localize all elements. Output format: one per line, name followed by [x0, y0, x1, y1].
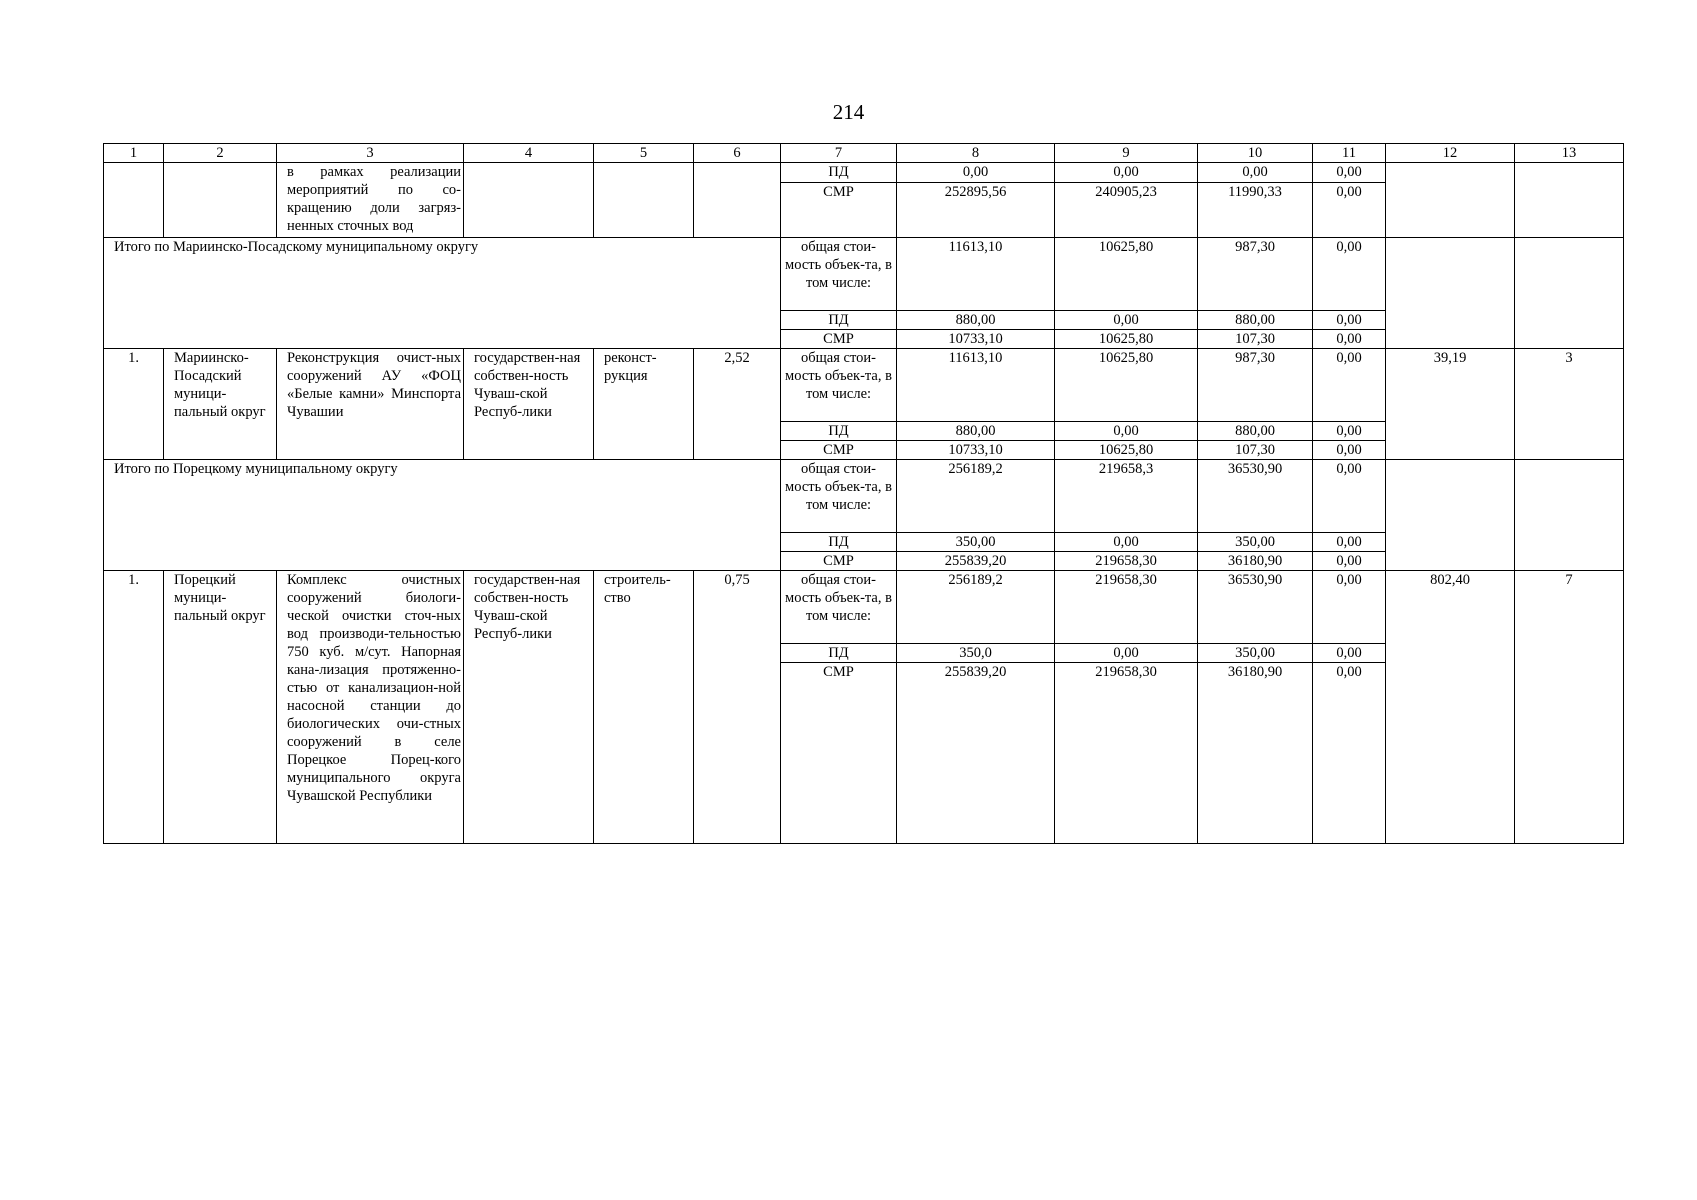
- cell-value: 11613,10: [897, 238, 1055, 311]
- cell-value: 0,00: [1313, 330, 1386, 349]
- cell-value: 36530,90: [1198, 571, 1313, 644]
- cell-cost-type: СМР: [781, 183, 897, 238]
- cell-value: 219658,3: [1055, 460, 1198, 533]
- cell-value: 0,00: [1313, 552, 1386, 571]
- col-header: 10: [1198, 144, 1313, 163]
- cell-value: 11613,10: [897, 349, 1055, 422]
- col-header: 13: [1515, 144, 1624, 163]
- cell-cost-type: ПД: [781, 422, 897, 441]
- cell-value: 219658,30: [1055, 663, 1198, 844]
- cell-cost-type: общая стои-мость объек-та, в том числе:: [781, 460, 897, 533]
- cell-value: 107,30: [1198, 330, 1313, 349]
- cell-col12: 802,40: [1386, 571, 1515, 844]
- page-number: 214: [832, 100, 865, 124]
- cell-value: 10625,80: [1055, 238, 1198, 311]
- col-header: 4: [464, 144, 594, 163]
- total-label: Итого по Мариинско-Посадскому муниципальному округу: [104, 238, 781, 349]
- cell-value: 0,00: [1313, 238, 1386, 311]
- col-header: 3: [277, 144, 464, 163]
- cell-cost-type: ПД: [781, 644, 897, 663]
- col-header: 7: [781, 144, 897, 163]
- cell-value: 987,30: [1198, 238, 1313, 311]
- cell-col13: [1515, 238, 1624, 349]
- cell-work-type: [594, 163, 694, 238]
- cell-col13: 3: [1515, 349, 1624, 460]
- cell-object-name: Комплекс очистных сооружений биологи-ческой очистки сточ-ных вод производи-тельностью 750 куб. м/сут. Напорная кана-лизация протяженно-стью от канализацион-ной насосной станции до биологических очи-стных сооружений в селе Порецкое Порец-кого муниципального округа Чувашской Республики: [277, 571, 464, 844]
- cell-col12: 39,19: [1386, 349, 1515, 460]
- cell-cost-type: СМР: [781, 441, 897, 460]
- cell-cost-type: СМР: [781, 330, 897, 349]
- cell-cost-type: СМР: [781, 663, 897, 844]
- cell-value: 350,00: [897, 533, 1055, 552]
- cell-ownership: [464, 163, 594, 238]
- cell-value: 880,00: [897, 311, 1055, 330]
- cell-value: 0,00: [1313, 441, 1386, 460]
- cell-cost-type: общая стои-мость объек-та, в том числе:: [781, 238, 897, 311]
- cell-work-type: строитель-ство: [594, 571, 694, 844]
- cell-value: 0,00: [1055, 422, 1198, 441]
- cell-num: [104, 163, 164, 238]
- cell-cost-type: ПД: [781, 311, 897, 330]
- cell-district: Порецкий муници-пальный округ: [164, 571, 277, 844]
- investment-table: [103, 143, 1624, 844]
- cell-value: 10625,80: [1055, 441, 1198, 460]
- cell-value: 240905,23: [1055, 183, 1198, 238]
- cell-ownership: государствен-ная собствен-ность Чуваш-ской Респуб-лики: [464, 571, 594, 844]
- total-row: [104, 238, 1624, 311]
- cell-value: 256189,2: [897, 460, 1055, 533]
- cell-value: 219658,30: [1055, 552, 1198, 571]
- cell-value: 11990,33: [1198, 183, 1313, 238]
- cell-col12: [1386, 163, 1515, 238]
- cell-col13: [1515, 163, 1624, 238]
- cell-value: 0,00: [1313, 571, 1386, 644]
- col-header: 1: [104, 144, 164, 163]
- cell-value: 880,00: [1198, 422, 1313, 441]
- cell-value: 36180,90: [1198, 663, 1313, 844]
- cell-ownership: государствен-ная собствен-ность Чуваш-ской Респуб-лики: [464, 349, 594, 460]
- cell-cost-type: общая стои-мость объек-та, в том числе:: [781, 571, 897, 644]
- cell-num: 1.: [104, 349, 164, 460]
- col-header: 9: [1055, 144, 1198, 163]
- total-label: Итого по Порецкому муниципальному округу: [104, 460, 781, 571]
- header-row: [104, 144, 1624, 163]
- cell-value: 10625,80: [1055, 349, 1198, 422]
- cell-value: 880,00: [897, 422, 1055, 441]
- cell-value: 0,00: [1198, 163, 1313, 183]
- cell-value: 107,30: [1198, 441, 1313, 460]
- cell-value: 0,00: [1313, 663, 1386, 844]
- table-row: [104, 163, 1624, 183]
- cell-value: 10625,80: [1055, 330, 1198, 349]
- cell-value: 0,00: [1055, 644, 1198, 663]
- cell-value: 0,00: [1313, 644, 1386, 663]
- table-row: [104, 571, 1624, 644]
- cell-value: 255839,20: [897, 663, 1055, 844]
- cell-col13: [1515, 460, 1624, 571]
- col-header: 8: [897, 144, 1055, 163]
- cell-col13: 7: [1515, 571, 1624, 844]
- col-header: 11: [1313, 144, 1386, 163]
- cell-object-name: Реконструкция очист-ных сооружений АУ «ФОЦ «Белые камни» Минспорта Чувашии: [277, 349, 464, 460]
- total-row: [104, 460, 1624, 533]
- col-header: 2: [164, 144, 277, 163]
- cell-capacity: [694, 163, 781, 238]
- cell-capacity: 2,52: [694, 349, 781, 460]
- cell-value: 10733,10: [897, 441, 1055, 460]
- cell-value: 880,00: [1198, 311, 1313, 330]
- cell-value: 0,00: [1055, 533, 1198, 552]
- cell-cost-type: ПД: [781, 163, 897, 183]
- cell-value: 0,00: [1313, 183, 1386, 238]
- cell-col12: [1386, 460, 1515, 571]
- cell-value: 36180,90: [1198, 552, 1313, 571]
- cell-value: 0,00: [1055, 311, 1198, 330]
- cell-cost-type: ПД: [781, 533, 897, 552]
- cell-value: 350,00: [1198, 533, 1313, 552]
- cell-value: 0,00: [1313, 533, 1386, 552]
- cell-value: 350,00: [1198, 644, 1313, 663]
- cell-value: 350,0: [897, 644, 1055, 663]
- col-header: 6: [694, 144, 781, 163]
- table-row: [104, 349, 1624, 422]
- cell-district: [164, 163, 277, 238]
- cell-object-name: в рамках реализации мероприятий по со-кращению доли загряз-ненных сточных вод: [277, 163, 464, 238]
- cell-value: 256189,2: [897, 571, 1055, 644]
- cell-value: 252895,56: [897, 183, 1055, 238]
- col-header: 12: [1386, 144, 1515, 163]
- cell-value: 0,00: [1055, 163, 1198, 183]
- cell-value: 0,00: [1313, 460, 1386, 533]
- cell-value: 0,00: [897, 163, 1055, 183]
- cell-value: 0,00: [1313, 311, 1386, 330]
- cell-value: 219658,30: [1055, 571, 1198, 644]
- cell-cost-type: общая стои-мость объек-та, в том числе:: [781, 349, 897, 422]
- cell-value: 987,30: [1198, 349, 1313, 422]
- cell-num: 1.: [104, 571, 164, 844]
- cell-work-type: реконст-рукция: [594, 349, 694, 460]
- cell-capacity: 0,75: [694, 571, 781, 844]
- cell-district: Мариинско-Посадский муници-пальный округ: [164, 349, 277, 460]
- col-header: 5: [594, 144, 694, 163]
- cell-col12: [1386, 238, 1515, 349]
- cell-value: 255839,20: [897, 552, 1055, 571]
- cell-value: 10733,10: [897, 330, 1055, 349]
- cell-value: 36530,90: [1198, 460, 1313, 533]
- cell-value: 0,00: [1313, 163, 1386, 183]
- cell-cost-type: СМР: [781, 552, 897, 571]
- cell-value: 0,00: [1313, 349, 1386, 422]
- cell-value: 0,00: [1313, 422, 1386, 441]
